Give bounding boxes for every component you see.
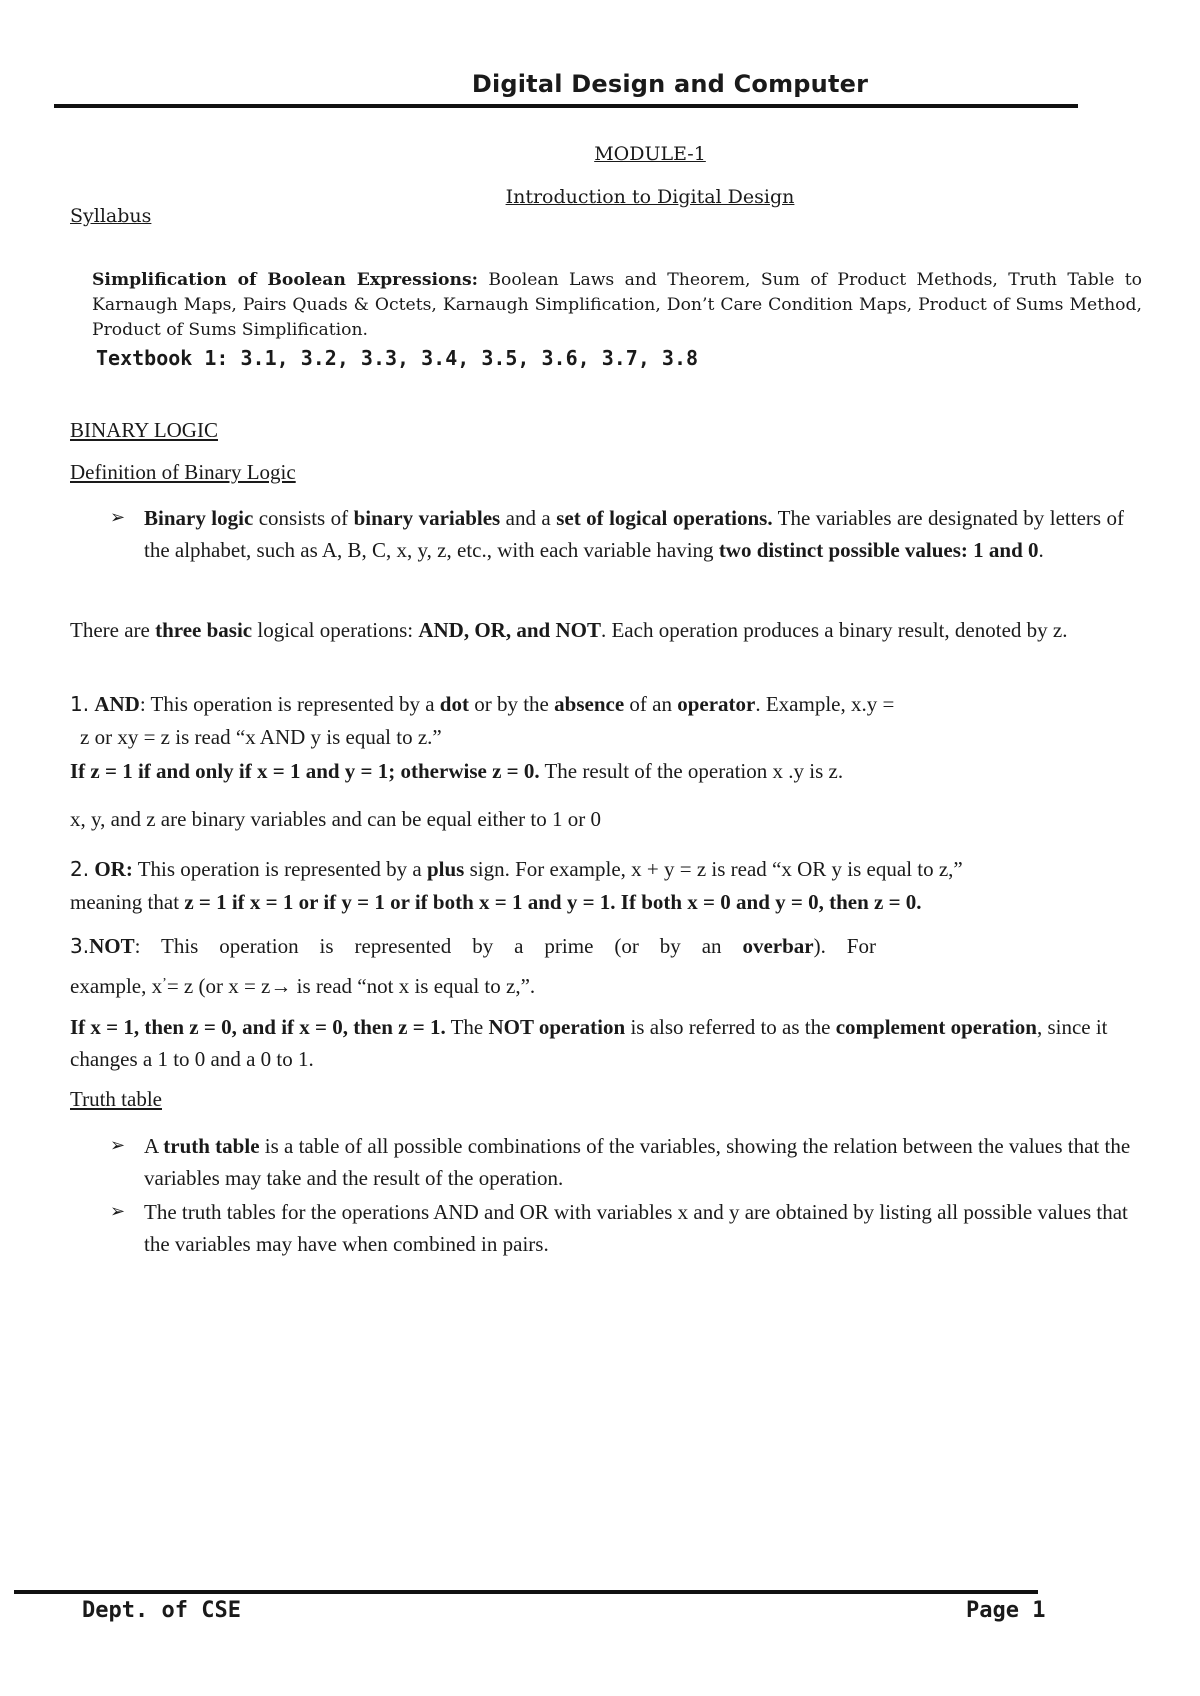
and-operation: 1. AND: This operation is represented by a dot or by the absence of an operator. Example, x.y =	[70, 692, 895, 716]
not-example: example, x’= z (or x = z→ is read “not x is equal to z,”.	[70, 974, 536, 998]
syllabus-topic-label: Simplification of Boolean Expressions:	[92, 270, 479, 290]
and-note: x, y, and z are binary variables and can be equal either to 1 or 0	[70, 807, 601, 831]
header-rule	[54, 104, 1078, 108]
or-operation: 2. OR: This operation is represented by a plus sign. For example, x + y = z is read “x OR y is equal to z,”	[70, 857, 963, 881]
binary-logic-heading: BINARY LOGIC	[70, 418, 218, 442]
definition-heading: Definition of Binary Logic	[70, 460, 296, 484]
truth-table-bullet-1: A truth table is a table of all possible combinations of the variables, showing the relation between the values that the variables may take and the result of the operation.	[144, 1134, 1131, 1190]
operations-intro: There are three basic logical operations: AND, OR, and NOT. Each operation produces a binary result, denoted by z.	[70, 618, 1068, 642]
footer-rule	[14, 1590, 1038, 1594]
arrow-icon: →	[270, 974, 292, 998]
syllabus-heading: Syllabus	[70, 205, 152, 227]
not-condition: If x = 1, then z = 0, and if x = 0, then z = 1. The NOT operation is also referred to as the complement operation, since it changes a 1 to 0 and a 0 to 1.	[70, 1015, 1108, 1071]
definition-bullet: Binary logic consists of binary variables and a set of logical operations. The variables are designated by letters of the alphabet, such as A, B, C, x, y, z, etc., with each variable having two distinct possible values: 1 and 0.	[144, 506, 1124, 562]
bullet-arrow-icon: ➢	[110, 1201, 126, 1222]
footer-page-number: Page 1	[966, 1598, 1046, 1623]
bullet-arrow-icon: ➢	[110, 1135, 126, 1156]
syllabus-topic-text: Boolean Laws and Theorem, Sum of Product Methods, Truth Table to Karnaugh Maps, Pairs Quads & Octets, Karnaugh Simplification, Don’t Care Condition Maps, Product of Sums Method, Product of Sums Simplification.	[92, 270, 1142, 340]
and-condition: If z = 1 if and only if x = 1 and y = 1; otherwise z = 0. The result of the operation x .y is z.	[70, 759, 844, 783]
syllabus-text	[92, 268, 1142, 343]
textbook-reference: Textbook 1: 3.1, 3.2, 3.3, 3.4, 3.5, 3.6, 3.7, 3.8	[96, 346, 699, 370]
or-condition: meaning that z = 1 if x = 1 or if y = 1 or if both x = 1 and y = 1. If both x = 0 and y = 0, then z = 0.	[70, 890, 922, 914]
module-label: MODULE-1	[594, 143, 706, 165]
module-title: Introduction to Digital Design	[505, 186, 795, 208]
and-example: z or xy = z is read “x AND y is equal to z.”	[80, 725, 442, 749]
truth-table-bullet-2: The truth tables for the operations AND and OR with variables x and y are obtained by listing all possible values that the variables may have when combined in pairs.	[144, 1200, 1128, 1256]
bullet-arrow-icon: ➢	[110, 507, 126, 528]
not-operation: 3.NOT: This operation is represented by a prime (or by an overbar). For	[70, 934, 876, 958]
truth-table-heading: Truth table	[70, 1087, 162, 1111]
footer-department: Dept. of CSE	[82, 1598, 241, 1623]
page-header-title: Digital Design and Computer	[471, 70, 869, 98]
